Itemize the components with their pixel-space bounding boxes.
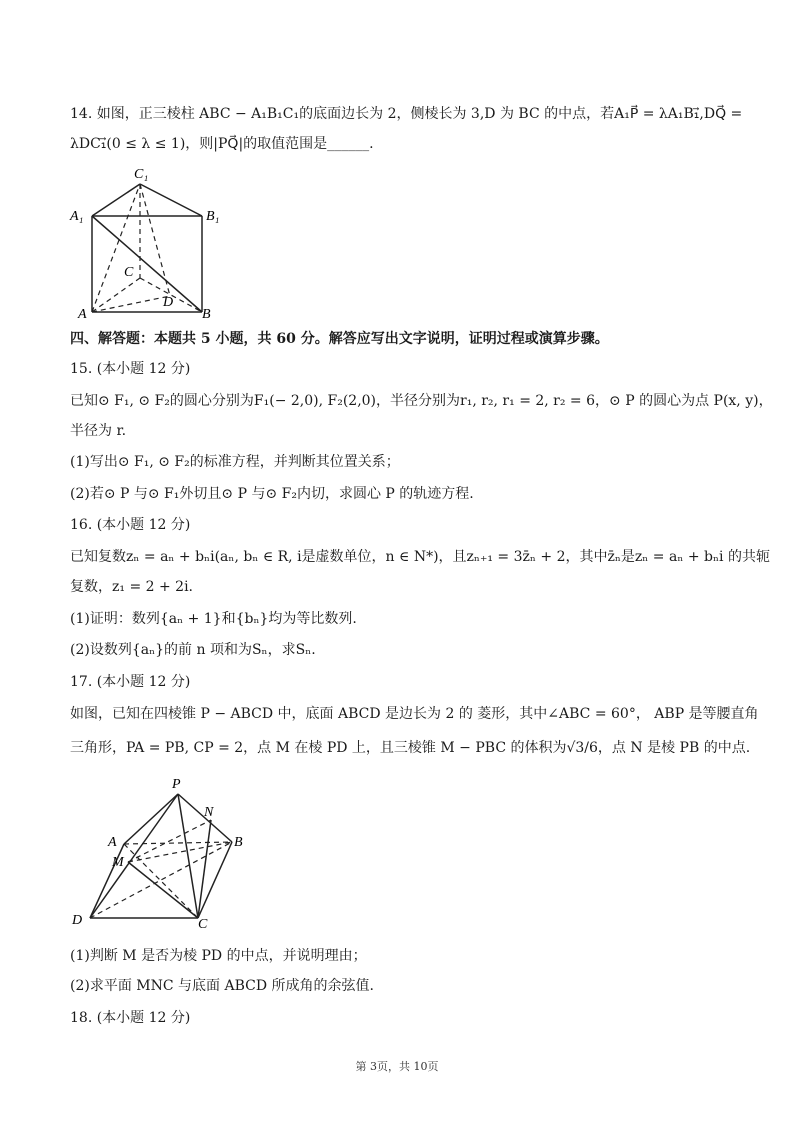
p16-line1: 已知复数zₙ = aₙ + bₙi(aₙ, bₙ ∈ R, i是虚数单位，n ∈ N*)，且zₙ₊₁ = 3z̄ₙ + 2，其中z̄ₙ是zₙ = aₙ + bₙi 的共轭 [70,549,770,565]
label-a1: A₁ [70,209,84,224]
p14-line1: 14. 如图，正三棱柱 ABC − A₁B₁C₁的底面边长为 2，侧棱长为 3,D 为 BC 的中点，若A₁P⃗ = λA₁B₁⃗,DQ⃗ = [70,106,743,122]
p17-line2: 三角形，PA = PB, CP = 2，点 M 在棱 PD 上，且三棱锥 M − PBC 的体积为√3/6，点 N 是棱 PB 的中点. [70,740,751,756]
label-p: P [172,777,181,792]
label-n: N [204,805,214,820]
label-d: D [163,295,174,310]
p14-line2: λDC₁⃗(0 ≤ λ ≤ 1)，则|PQ⃗|的取值范围是______. [70,136,374,152]
p16-q1: (1)证明：数列{aₙ + 1}和{bₙ}均为等比数列. [70,611,357,627]
label-a: A [108,835,117,850]
label-b1: B₁ [206,209,220,224]
p16-head: 16. (本小题 12 分) [70,517,191,533]
p16-line2: 复数，z₁ = 2 + 2i. [70,579,193,595]
p15-q2: (2)若⊙ P 与⊙ F₁外切且⊙ P 与⊙ F₂内切，求圆心 P 的轨迹方程. [70,486,474,502]
page-footer: 第 3页，共 10页 [355,1060,439,1073]
label-m: M [112,855,124,870]
p17-q2: (2)求平面 MNC 与底面 ABCD 所成角的余弦值. [70,978,374,994]
label-b: B [202,307,211,320]
label-d: D [72,913,83,928]
p16-q2: (2)设数列{aₙ}的前 n 项和为Sₙ，求Sₙ. [70,642,316,658]
p17-q1: (1)判断 M 是否为棱 PD 的中点，并说明理由； [70,948,367,964]
p17-line1: 如图，已知在四棱锥 P − ABCD 中，底面 ABCD 是边长为 2 的 菱形，其中∠ABC = 60°， ABP 是等腰直角 [70,706,759,722]
p15-line2: 半径为 r. [70,423,127,439]
figure-pyramid [68,772,258,932]
label-b: B [234,835,243,850]
label-a: A [78,307,87,320]
p17-head: 17. (本小题 12 分) [70,674,191,690]
p15-head: 15. (本小题 12 分) [70,361,191,377]
p15-q1: (1)写出⊙ F₁, ⊙ F₂的标准方程，并判断其位置关系； [70,454,400,470]
label-c1: C₁ [134,167,149,182]
label-c: C [124,265,134,280]
label-c: C [198,917,208,932]
p18-head: 18. (本小题 12 分) [70,1010,191,1026]
p15-line1: 已知⊙ F₁, ⊙ F₂的圆心分别为F₁(− 2,0), F₂(2,0)，半径分别为r₁, r₂, r₁ = 2, r₂ = 6，⊙ P 的圆心为点 P(x, y)， [70,393,773,409]
section-four-header: 四、解答题：本题共 5 小题，共 60 分。解答应写出文字说明，证明过程或演算步骤。 [70,331,609,347]
figure-prism [68,160,228,320]
